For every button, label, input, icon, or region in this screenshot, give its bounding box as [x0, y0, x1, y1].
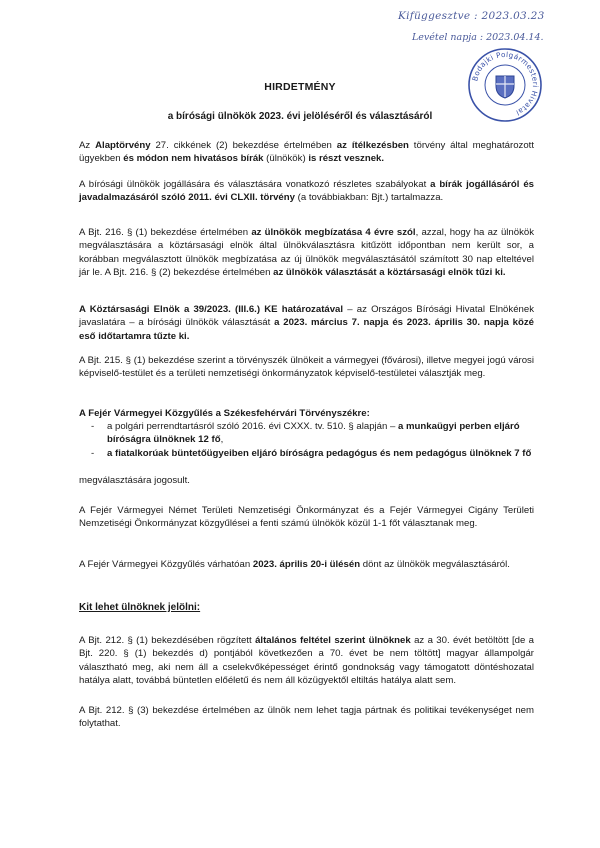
paragraph-constitution: Az Alaptörvény 27. cikkének (2) bekezdése értelmében az ítélkezésben törvény által meghatározott ügyekben és módon nem hivatásos bírák (ülnökök) is részt vesznek. — [79, 140, 535, 165]
list-item-labour-court: - a polgári perrendtartásról szóló 2016. évi CXXX. tv. 510. § alapján – a munkaügyi perben eljáró bíróságra ülnöknek 12 fő, — [79, 420, 534, 447]
paragraph-nationality-councils: A Fejér Vármegyei Német Területi Nemzetiségi Önkormányzat és a Fejér Vármegyei Cigány Területi Nemzetiségi Önkormányzat közgyűlései a fenti számú ülnökök közül 1-1 főt választanak meg. — [79, 505, 534, 530]
assembly-tail: megválasztására jogosult. — [79, 475, 190, 486]
paragraph-mandate: A Bjt. 216. § (1) bekezdése értelmében az ülnökök megbízatása 4 évre szól, azzal, hogy ha az ülnökök megválasztására a köztársasági elnök által ülnökválasztásra kitűzött időpontban nem került sor, a korábban megválasztott ülnökök megbízatása az új ülnökök megválasztásától számított 30 nap elteltével jár le. A Bjt. 216. § (2) bekezdése értelmében az ülnökök választását a köztársasági elnök tűzi ki. — [79, 227, 535, 279]
document-subtitle: a bírósági ülnökök 2023. évi jelöléséről és választásáról — [167, 111, 433, 122]
assembly-heading: A Fejér Vármegyei Közgyűlés a Székesfehérvári Törvényszékre: — [79, 408, 370, 419]
paragraph-legal-basis: A bírósági ülnökök jogállására és választására vonatkozó részletes szabályokat a bírák jogállásáról és javadalmazásáról szóló 2011. évi CLXII. törvény (a továbbiakban: Bjt.) tartalmazza. — [79, 179, 534, 204]
paragraph-party-membership: A Bjt. 212. § (3) bekezdése értelmében az ülnök nem lehet tagja pártnak és politikai tevékenységet nem folytathat. — [79, 705, 534, 730]
assignment-list — [79, 420, 534, 460]
section-heading-eligibility: Kit lehet ülnöknek jelölni: — [79, 602, 201, 613]
paragraph-assembly-date: A Fejér Vármegyei Közgyűlés várhatóan 2023. április 20-i ülésén dönt az ülnökök megválasztásáról. — [79, 559, 510, 570]
posting-date-annotation: Kifüggesztve : 2023.03.23 — [398, 10, 545, 22]
document-title: HIRDETMÉNY — [264, 81, 336, 93]
paragraph-election-bodies: A Bjt. 215. § (1) bekezdése szerint a törvényszék ülnökeit a vármegyei (fővárosi), illetve megyei jogú városi képviselő-testület és a területi nemzetiségi önkormányzatok képviselő-testületei választják meg. — [79, 355, 534, 380]
stamp-text: Bodajki Polgármesteri Hivatal — [470, 49, 541, 118]
paragraph-president-decision: A Köztársasági Elnök a 39/2023. (III.6.) KE határozatával – az Országos Bírósági Hivatal Elnökének javaslatára – a bírósági ülnökök választását a 2023. március 7. napja és 2023. április 30. napja közé eső időtartamra tűzte ki. — [79, 304, 535, 342]
paragraph-eligibility-conditions: A Bjt. 212. § (1) bekezdésében rögzített általános feltétel szerint ülnöknek az a 30. évét betöltött [de a Bjt. 220. § (1) bekezdés d) pontjából következően a 70. évet be nem töltött] magyar állampolgár választható meg, aki nem áll a cselekvőképességet érintő gondnokság vagy támogatott döntéshozatal hatálya alatt, továbbá büntetlen előéletű és nem áll közügyektől eltiltás hatálya alatt sem. — [79, 635, 534, 687]
list-item-juvenile-court: - a fiatalkorúak büntetőügyeiben eljáró bíróságra pedagógus és nem pedagógus ülnöknek 7 fő — [79, 447, 534, 460]
removal-date-annotation: Levétel napja : 2023.04.14. — [412, 32, 544, 43]
